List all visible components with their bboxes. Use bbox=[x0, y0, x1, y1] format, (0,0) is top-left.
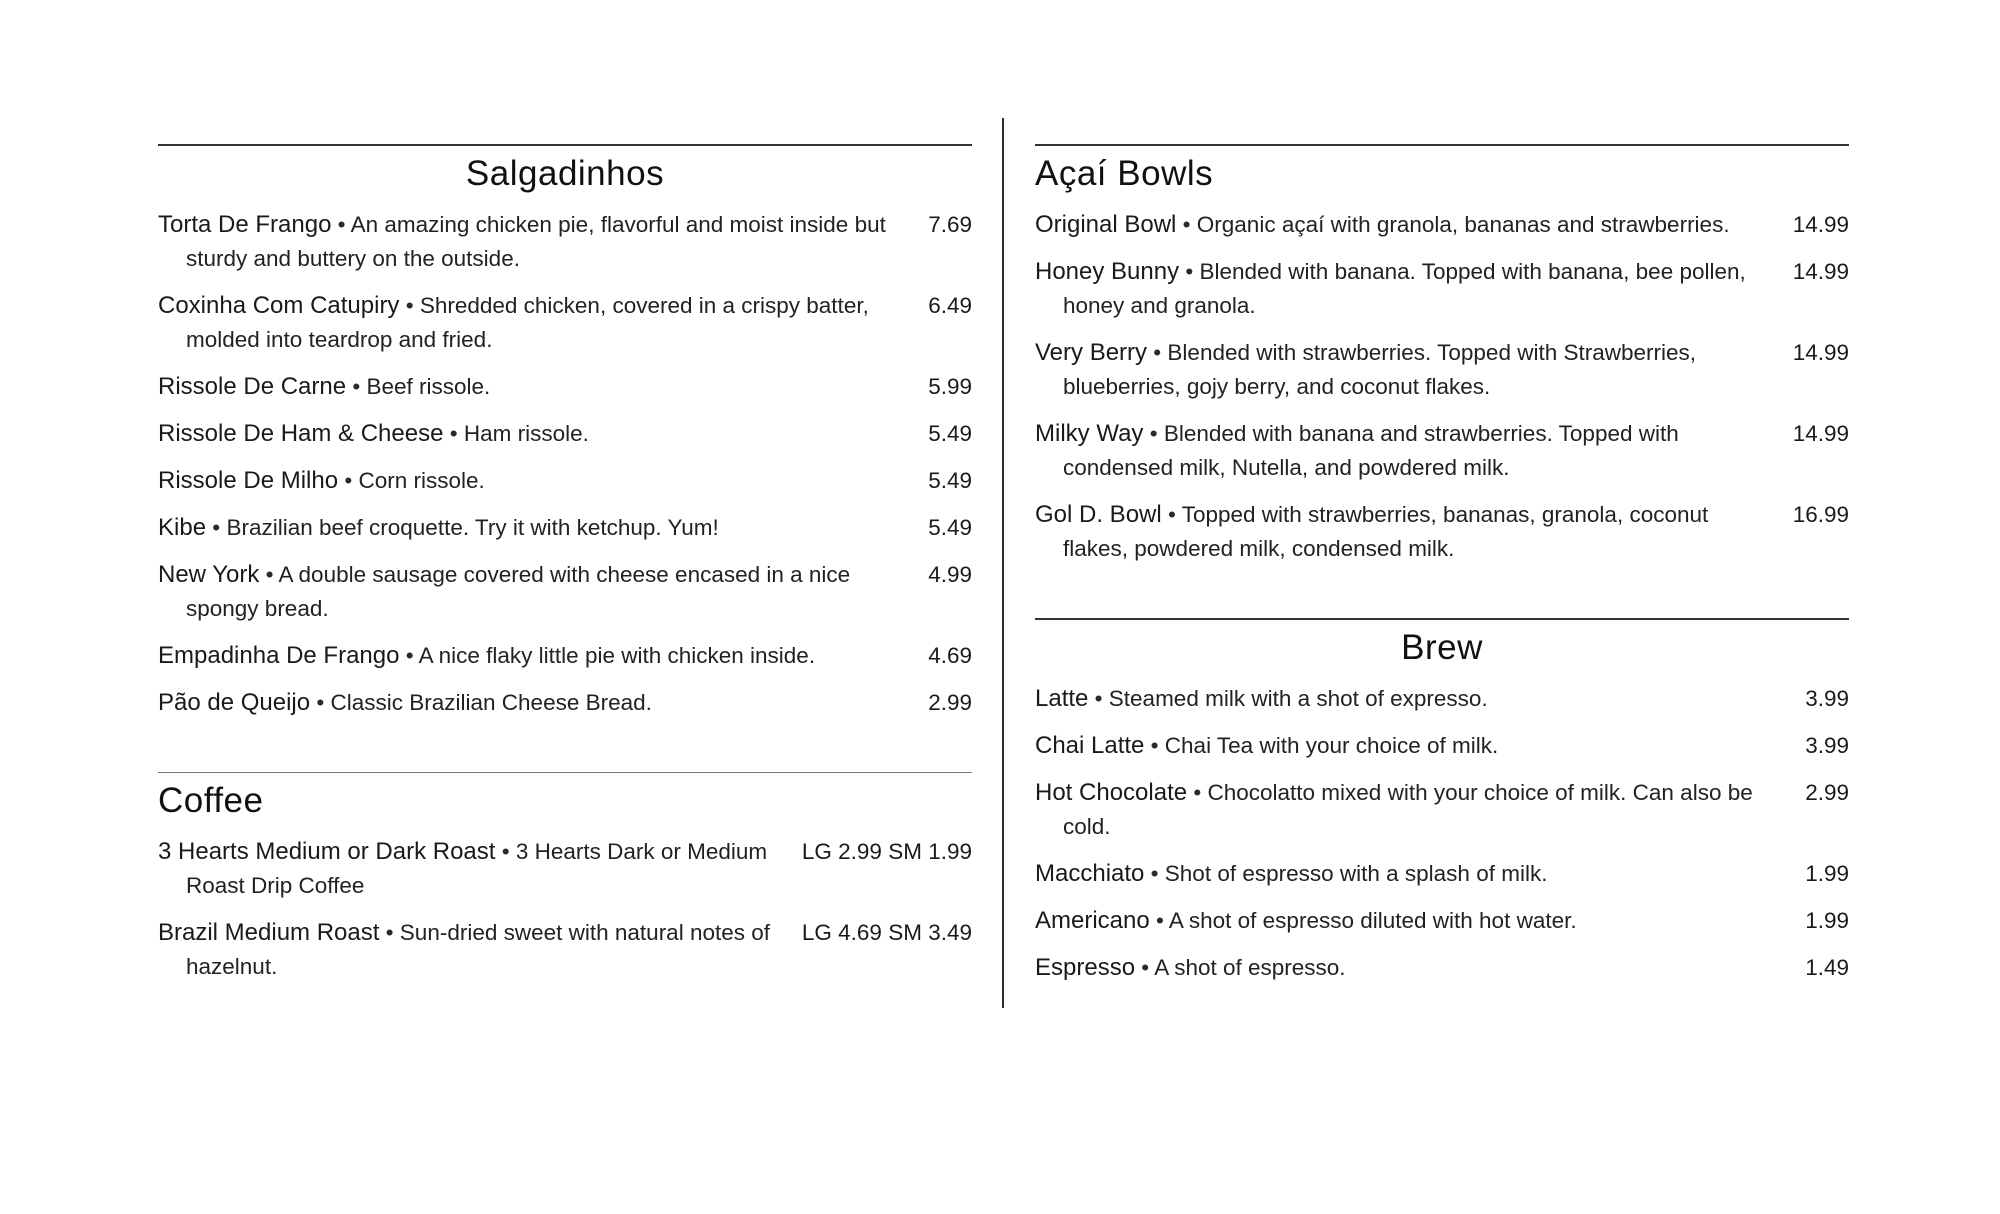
menu-item-name: Honey Bunny bbox=[1035, 258, 1180, 285]
menu-item-name: Original Bowl bbox=[1035, 211, 1177, 238]
menu-item-text bbox=[158, 686, 928, 720]
menu-item-separator: • bbox=[346, 374, 367, 399]
menu-item bbox=[1035, 208, 1849, 242]
menu-item-text bbox=[158, 639, 928, 673]
menu-item-price: 5.99 bbox=[928, 374, 972, 399]
menu-item-name: Torta De Frango bbox=[158, 211, 332, 238]
menu-item-separator: • bbox=[1187, 780, 1208, 805]
menu-item-text bbox=[1035, 951, 1805, 985]
menu-item-price: 5.49 bbox=[928, 515, 972, 540]
section-title-acai-bowls: Açaí Bowls bbox=[1035, 154, 1214, 193]
menu-item-name: Very Berry bbox=[1035, 339, 1148, 366]
menu-item bbox=[1035, 951, 1849, 985]
menu-item-separator: • bbox=[1088, 686, 1109, 711]
menu-item-description: Shredded chicken, covered in a crispy batter, molded into teardrop and fried. bbox=[186, 293, 869, 352]
menu-item-text bbox=[158, 511, 928, 545]
menu-item-name: Kibe bbox=[158, 514, 207, 541]
menu-item-price: 14.99 bbox=[1792, 212, 1849, 237]
menu-item-text bbox=[1035, 498, 1793, 566]
menu-item bbox=[158, 208, 972, 276]
menu-item-price: LG 4.69 SM 3.49 bbox=[801, 920, 972, 945]
menu-item-description: Blended with banana and strawberries. Topped with condensed milk, Nutella, and powdered milk. bbox=[1063, 421, 1679, 480]
menu-item-description: Ham rissole. bbox=[463, 421, 589, 446]
menu-item-name: Hot Chocolate bbox=[1035, 779, 1188, 806]
menu-item-description: Corn rissole. bbox=[358, 468, 485, 493]
menu-item-description: Chocolatto mixed with your choice of milk. Can also be cold. bbox=[1063, 780, 1753, 839]
section-rule bbox=[158, 144, 972, 146]
menu-item-separator: • bbox=[399, 643, 419, 668]
menu-item-description: Topped with strawberries, bananas, granola, coconut flakes, powdered milk, condensed milk. bbox=[1063, 502, 1709, 561]
menu-item-text bbox=[158, 370, 928, 404]
section-rule bbox=[1035, 618, 1849, 620]
menu-item-name: Milky Way bbox=[1035, 420, 1144, 447]
menu-item-separator: • bbox=[495, 839, 516, 864]
menu-item bbox=[1035, 857, 1849, 891]
menu-list-acai-bowls bbox=[1035, 208, 1849, 566]
menu-item-description: Beef rissole. bbox=[366, 374, 491, 399]
menu-item-separator: • bbox=[310, 690, 331, 715]
section-title-salgadinhos: Salgadinhos bbox=[465, 154, 665, 193]
menu-item-description: Shot of espresso with a splash of milk. bbox=[1164, 861, 1548, 886]
menu-item-separator: • bbox=[338, 468, 359, 493]
menu-item-name: Empadinha De Frango bbox=[158, 642, 400, 669]
menu-item-separator: • bbox=[1147, 340, 1168, 365]
menu-item-text bbox=[158, 289, 928, 357]
section-rule bbox=[1035, 144, 1849, 146]
section-brew bbox=[1035, 618, 1849, 985]
menu-item-price: 6.49 bbox=[928, 293, 972, 318]
menu-item-price: 16.99 bbox=[1792, 502, 1849, 527]
menu-list-brew bbox=[1035, 682, 1849, 985]
menu-item-description: An amazing chicken pie, flavorful and moist inside but sturdy and buttery on the outside. bbox=[186, 212, 886, 271]
menu-item-text bbox=[1035, 255, 1793, 323]
menu-item-text bbox=[158, 417, 928, 451]
menu-item-price: 2.99 bbox=[1805, 780, 1849, 805]
menu-item-price: 3.99 bbox=[1805, 733, 1849, 758]
menu-item-price: 1.99 bbox=[1805, 861, 1849, 886]
section-coffee bbox=[158, 772, 972, 984]
menu-item-price: 3.99 bbox=[1805, 686, 1849, 711]
menu-list-salgadinhos bbox=[158, 208, 972, 720]
menu-item-text bbox=[1035, 682, 1805, 716]
menu-item-text bbox=[1035, 417, 1793, 485]
menu-item-name: Gol D. Bowl bbox=[1035, 501, 1162, 528]
menu-item-price: 7.69 bbox=[928, 212, 972, 237]
menu-item-price: 5.49 bbox=[928, 421, 972, 446]
menu-item-text bbox=[1035, 336, 1793, 404]
menu-item-description: A shot of espresso. bbox=[1154, 955, 1346, 980]
menu-item bbox=[158, 511, 972, 545]
menu-item-text bbox=[158, 558, 928, 626]
menu-item-name: Brazil Medium Roast bbox=[158, 919, 380, 946]
menu-item-description: A shot of espresso diluted with hot water. bbox=[1168, 908, 1577, 933]
menu-item bbox=[1035, 417, 1849, 485]
menu-item-text bbox=[158, 835, 802, 903]
menu-item-separator: • bbox=[1143, 421, 1164, 446]
menu-item-name: Coxinha Com Catupiry bbox=[158, 292, 400, 319]
menu-item-separator: • bbox=[1179, 259, 1200, 284]
menu-item bbox=[1035, 729, 1849, 763]
menu-item-description: Classic Brazilian Cheese Bread. bbox=[330, 690, 652, 715]
menu-item bbox=[158, 558, 972, 626]
column-divider bbox=[1002, 118, 1004, 1008]
menu-item-name: Espresso bbox=[1035, 954, 1136, 981]
menu-item-name: Chai Latte bbox=[1035, 732, 1145, 759]
menu-list-coffee bbox=[158, 835, 972, 984]
menu-item-description: A double sausage covered with cheese encased in a nice spongy bread. bbox=[186, 562, 851, 621]
menu-item-separator: • bbox=[1149, 908, 1169, 933]
menu-item-text bbox=[1035, 904, 1805, 938]
menu-item-description: 3 Hearts Dark or Medium Roast Drip Coffee bbox=[186, 839, 768, 898]
menu-item-description: Brazilian beef croquette. Try it with ketchup. Yum! bbox=[226, 515, 719, 540]
menu-item bbox=[1035, 336, 1849, 404]
menu-item-price: 14.99 bbox=[1792, 259, 1849, 284]
menu-item bbox=[158, 686, 972, 720]
menu-item bbox=[158, 464, 972, 498]
menu-item-description: Organic açaí with granola, bananas and strawberries. bbox=[1196, 212, 1730, 237]
menu-item-separator: • bbox=[1144, 861, 1165, 886]
menu-item bbox=[1035, 255, 1849, 323]
menu-item-text bbox=[158, 916, 802, 984]
menu-item-text bbox=[158, 464, 928, 498]
menu-item-price: 5.49 bbox=[928, 468, 972, 493]
menu-item-separator: • bbox=[1161, 502, 1182, 527]
menu-item-separator: • bbox=[259, 562, 279, 587]
section-rule bbox=[158, 772, 972, 773]
menu-item-name: Pão de Queijo bbox=[158, 689, 311, 716]
menu-item bbox=[1035, 682, 1849, 716]
menu-item-separator: • bbox=[1144, 733, 1165, 758]
menu-item-text bbox=[1035, 857, 1805, 891]
menu-item-description: Chai Tea with your choice of milk. bbox=[1164, 733, 1499, 758]
menu-item-separator: • bbox=[399, 293, 420, 318]
menu-item-description: Blended with strawberries. Topped with Strawberries, blueberries, gojy berry, and coconut flakes. bbox=[1063, 340, 1697, 399]
menu-item-text bbox=[1035, 776, 1805, 844]
menu-item-separator: • bbox=[206, 515, 227, 540]
section-title-coffee: Coffee bbox=[158, 781, 264, 820]
right-column bbox=[1035, 144, 1849, 998]
menu-item-name: New York bbox=[158, 561, 260, 588]
menu-item-separator: • bbox=[379, 920, 400, 945]
menu-item bbox=[158, 916, 972, 984]
menu-item-price: 4.99 bbox=[928, 562, 972, 587]
menu-item bbox=[1035, 776, 1849, 844]
menu-item bbox=[1035, 498, 1849, 566]
menu-item bbox=[158, 835, 972, 903]
menu-item-name: Rissole De Milho bbox=[158, 467, 339, 494]
menu-item-separator: • bbox=[331, 212, 351, 237]
menu-item-text bbox=[158, 208, 928, 276]
menu-item-name: Rissole De Carne bbox=[158, 373, 347, 400]
menu-item-description: Blended with banana. Topped with banana, bee pollen, honey and granola. bbox=[1063, 259, 1746, 318]
menu-item-description: Sun-dried sweet with natural notes of hazelnut. bbox=[186, 920, 771, 979]
menu-item-price: 4.69 bbox=[928, 643, 972, 668]
menu-item-separator: • bbox=[1135, 955, 1155, 980]
menu-item-price: 14.99 bbox=[1792, 421, 1849, 446]
menu-item-name: 3 Hearts Medium or Dark Roast bbox=[158, 838, 496, 865]
menu-item-separator: • bbox=[1176, 212, 1197, 237]
menu-item-description: A nice flaky little pie with chicken inside. bbox=[418, 643, 816, 668]
menu-item bbox=[158, 417, 972, 451]
menu-item-name: Latte bbox=[1035, 685, 1089, 712]
menu-item-text bbox=[1035, 729, 1805, 763]
menu-item bbox=[158, 370, 972, 404]
menu-item-name: Rissole De Ham & Cheese bbox=[158, 420, 444, 447]
section-title-brew: Brew bbox=[1401, 628, 1483, 667]
menu-item bbox=[158, 289, 972, 357]
menu-item-description: Steamed milk with a shot of expresso. bbox=[1108, 686, 1488, 711]
menu-item-price: 2.99 bbox=[928, 690, 972, 715]
menu-item-text bbox=[1035, 208, 1793, 242]
section-salgadinhos bbox=[158, 144, 972, 720]
section-acai-bowls bbox=[1035, 144, 1849, 566]
menu-item-price: 14.99 bbox=[1792, 340, 1849, 365]
menu-item-separator: • bbox=[443, 421, 464, 446]
menu-item-name: Americano bbox=[1035, 907, 1150, 934]
menu-item-name: Macchiato bbox=[1035, 860, 1145, 887]
left-column bbox=[158, 144, 972, 997]
menu-item-price: 1.49 bbox=[1805, 955, 1849, 980]
menu-item-price: 1.99 bbox=[1805, 908, 1849, 933]
menu-item bbox=[1035, 904, 1849, 938]
menu-item-price: LG 2.99 SM 1.99 bbox=[801, 839, 972, 864]
menu-item bbox=[158, 639, 972, 673]
